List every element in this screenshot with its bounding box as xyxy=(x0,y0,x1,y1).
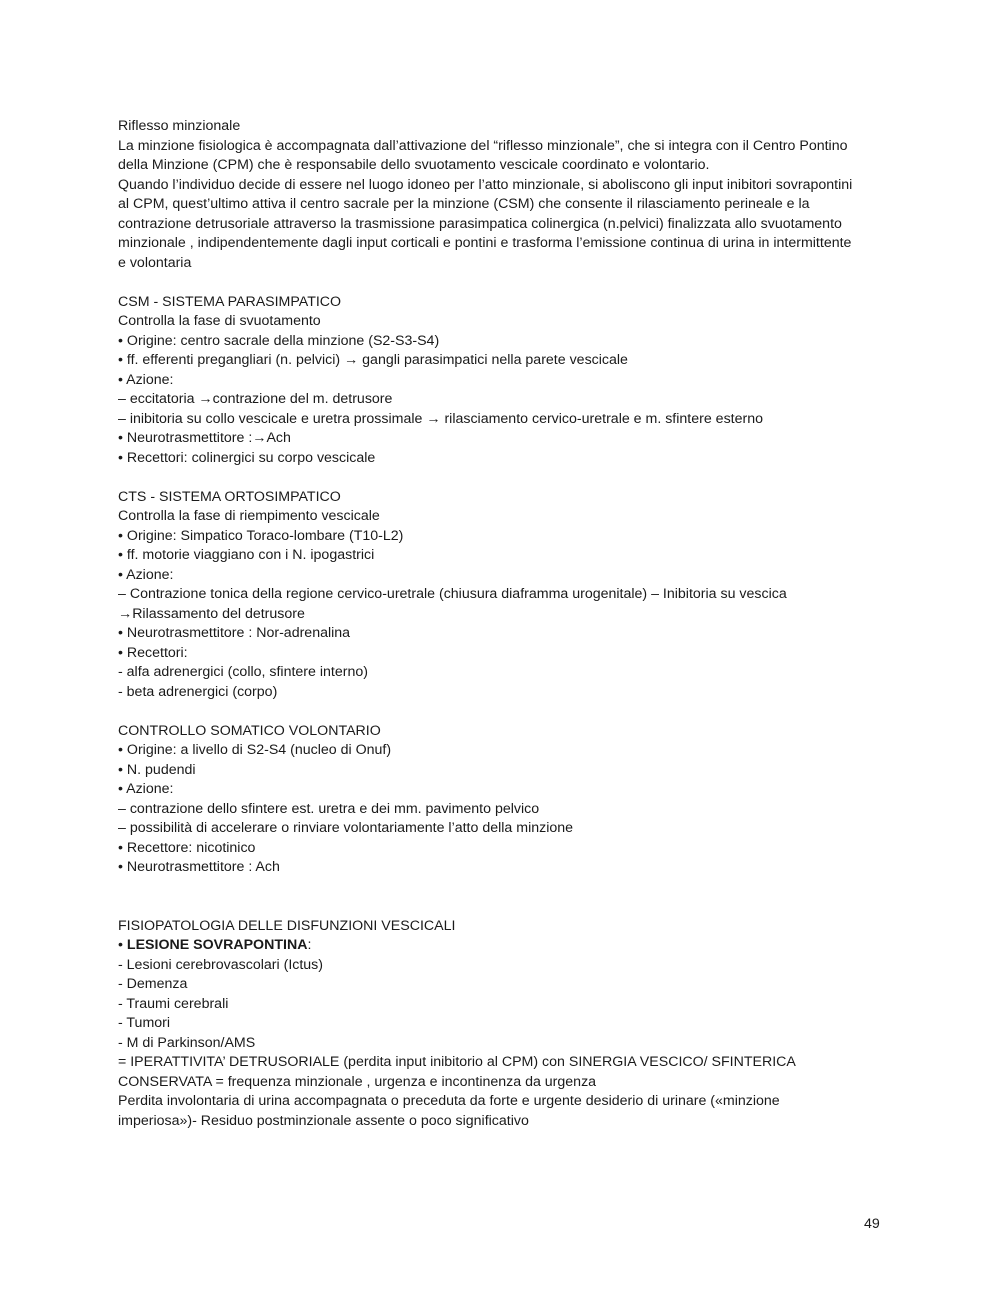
list-item: – Contrazione tonica della regione cervico-uretrale (chiusura diaframma urogenitale) – Inibitoria su vescica xyxy=(118,586,787,602)
paragraph-line: imperiosa»)- Residuo postminzionale assente o poco significativo xyxy=(118,1112,529,1129)
list-item: - Tumori xyxy=(118,1015,171,1031)
list-item: – eccitatoria →contrazione del m. detrusore xyxy=(118,391,393,407)
list-item: • ff. motorie viaggiano con i N. ipogastrici xyxy=(118,547,375,563)
list-item: • Recettori: xyxy=(118,644,188,661)
list-item: • Azione: xyxy=(118,781,174,797)
list-item: • ff. efferenti pregangliari (n. pelvici) → gangli parasimpatici nella parete vescicale xyxy=(118,352,628,368)
section-title: Riflesso minzionale xyxy=(118,118,241,134)
list-item: • Recettori: colinergici su corpo vescicale xyxy=(118,449,376,466)
section-csm-parasimpatico xyxy=(118,293,888,469)
section-cts-ortosimpatico xyxy=(118,488,888,703)
section-fisiopatologia xyxy=(118,917,888,1132)
list-item: • Neurotrasmettitore : Nor-adrenalina xyxy=(118,625,351,641)
list-item: • Neurotrasmettitore :→Ach xyxy=(118,430,291,446)
paragraph-line: contrazione detrusoriale attraverso la trasmissione parasimpatica colinergica (n.pelvici) finalizzata allo svuotamento xyxy=(118,215,842,232)
list-item: - alfa adrenergici (collo, sfintere interno) xyxy=(118,664,368,680)
list-item: Controlla la fase di riempimento vescicale xyxy=(118,508,380,524)
section-controllo-somatico xyxy=(118,722,888,878)
list-item: - Demenza xyxy=(118,976,188,992)
page-content xyxy=(118,117,888,1131)
list-item: • Azione: xyxy=(118,566,174,583)
section-title: CONTROLLO SOMATICO VOLONTARIO xyxy=(118,722,381,739)
spacer xyxy=(118,468,888,488)
lesion-suffix: : xyxy=(307,937,312,953)
paragraph-line: della Minzione (CPM) che è responsabile dello svuotamento vescicale coordinato e volontario. xyxy=(118,157,710,173)
list-item: Controlla la fase di svuotamento xyxy=(118,313,321,329)
section-riflesso-minzionale xyxy=(118,117,888,273)
paragraph-line: Perdita involontaria di urina accompagnata o preceduta da forte e urgente desiderio di urinare («minzione xyxy=(118,1093,780,1109)
page-number: 49 xyxy=(864,1216,880,1232)
paragraph-line: La minzione fisiologica è accompagnata dall’attivazione del “riflesso minzionale”, che si integra con il Centro Pontino xyxy=(118,137,848,154)
section-title: CSM - SISTEMA PARASIMPATICO xyxy=(118,293,342,310)
paragraph-line: minzionale , indipendentemente dagli input corticali e pontini e trasforma l’emissione continua di urina in intermittente xyxy=(118,235,852,251)
list-item: – possibilità di accelerare o rinviare volontariamente l’atto della minzione xyxy=(118,820,574,836)
list-item: – contrazione dello sfintere est. uretra e dei mm. pavimento pelvico xyxy=(118,800,540,817)
lesion-heading xyxy=(118,936,888,956)
list-item: – inibitoria su collo vescicale e uretra prossimale → rilasciamento cervico-uretrale e m. sfintere esterno xyxy=(118,410,764,427)
list-item: • Recettore: nicotinico xyxy=(118,839,256,856)
list-item: - beta adrenergici (corpo) xyxy=(118,683,278,700)
bullet: • xyxy=(118,937,127,953)
list-item: - M di Parkinson/AMS xyxy=(118,1034,256,1051)
section-title: CTS - SISTEMA ORTOSIMPATICO xyxy=(118,488,341,505)
spacer xyxy=(118,273,888,293)
list-item: • Origine: centro sacrale della minzione (S2-S3-S4) xyxy=(118,332,440,349)
paragraph-line: e volontaria xyxy=(118,254,192,271)
spacer xyxy=(118,702,888,722)
section-title: FISIOPATOLOGIA DELLE DISFUNZIONI VESCICALI xyxy=(118,917,456,934)
paragraph-line: Quando l’individuo decide di essere nel luogo idoneo per l’atto minzionale, si aboliscono gli input inibitori sovrapontini xyxy=(118,176,853,193)
list-item: • Azione: xyxy=(118,371,174,388)
list-item: - Lesioni cerebrovascolari (Ictus) xyxy=(118,956,324,973)
paragraph-line: al CPM, quest’ultimo attiva il centro sacrale per la minzione (CSM) che consente il rilasciamento perineale e la xyxy=(118,196,810,212)
paragraph-line: = IPERATTIVITA’ DETRUSORIALE (perdita input inibitorio al CPM) con SINERGIA VESCICO/ SFINTERICA xyxy=(118,1054,796,1070)
list-item: • Neurotrasmettitore : Ach xyxy=(118,859,280,875)
list-item: • Origine: Simpatico Toraco-lombare (T10-L2) xyxy=(118,527,404,544)
list-item: • Origine: a livello di S2-S4 (nucleo di Onuf) xyxy=(118,742,392,758)
paragraph-line: CONSERVATA = frequenza minzionale , urgenza e incontinenza da urgenza xyxy=(118,1073,597,1090)
list-item: - Traumi cerebrali xyxy=(118,995,229,1012)
spacer xyxy=(118,878,888,917)
list-item: →Rilassamento del detrusore xyxy=(118,605,305,622)
lesion-label: LESIONE SOVRAPONTINA xyxy=(126,937,308,953)
list-item: • N. pudendi xyxy=(118,761,196,778)
